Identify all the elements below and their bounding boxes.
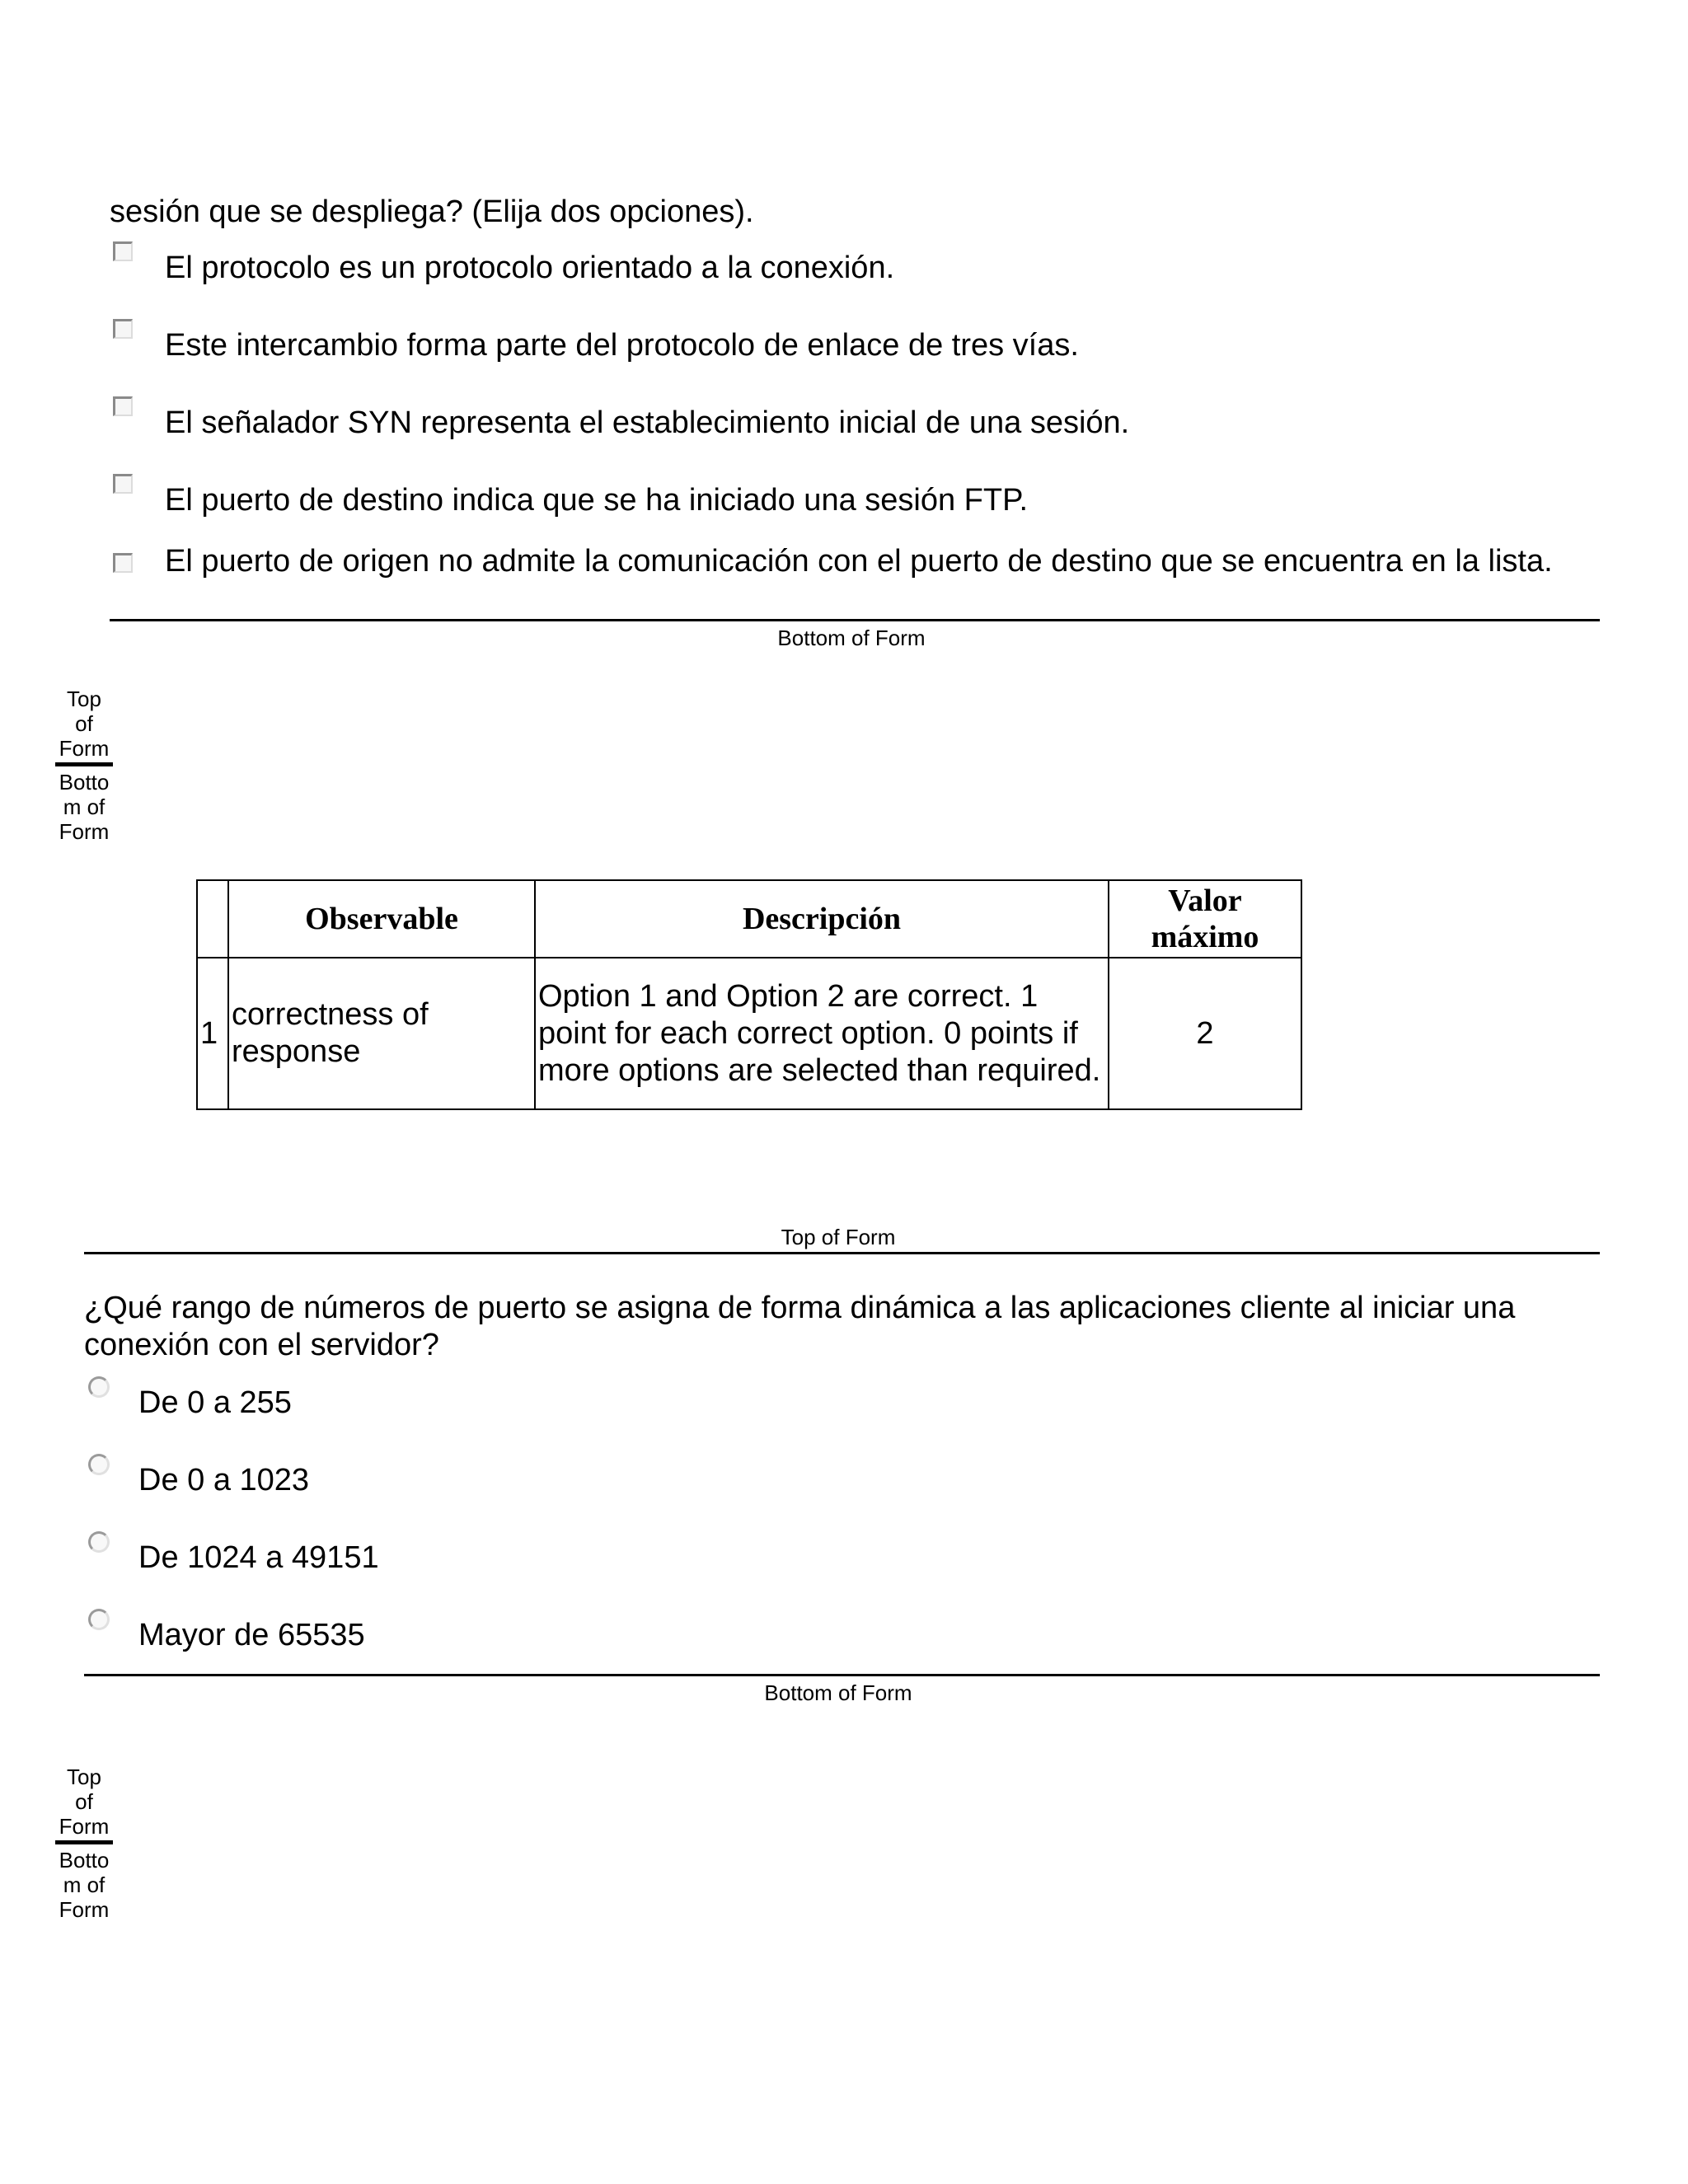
option-radio[interactable] bbox=[88, 1454, 110, 1475]
rubric-table bbox=[196, 879, 1302, 1110]
option-label: De 0 a 255 bbox=[138, 1385, 292, 1420]
option-label: De 0 a 1023 bbox=[138, 1463, 310, 1497]
form-divider bbox=[84, 1252, 1600, 1254]
header-observable: Observable bbox=[228, 880, 535, 958]
option-label: El protocolo es un protocolo orientado a la conexión. bbox=[165, 251, 895, 285]
form-divider bbox=[84, 1674, 1600, 1676]
option-label: Este intercambio forma parte del protocolo de enlace de tres vías. bbox=[165, 328, 1079, 363]
option-label: Mayor de 65535 bbox=[138, 1618, 365, 1652]
option-label: El señalador SYN representa el establecimiento inicial de una sesión. bbox=[165, 405, 1130, 440]
form-divider bbox=[110, 619, 1600, 621]
top-of-form-label: Top of Form bbox=[781, 1225, 896, 1249]
form-marker bbox=[55, 687, 113, 844]
header-description: Descripción bbox=[535, 880, 1109, 958]
divider bbox=[55, 762, 113, 766]
top-of-form-marker: Top of Form bbox=[59, 687, 110, 761]
header-number bbox=[197, 880, 228, 958]
option-checkbox[interactable] bbox=[113, 396, 133, 416]
option-checkbox[interactable] bbox=[113, 474, 133, 494]
option-checkbox[interactable] bbox=[113, 319, 133, 339]
divider bbox=[55, 1840, 113, 1844]
row-number: 1 bbox=[197, 958, 228, 1109]
option-checkbox[interactable] bbox=[113, 553, 133, 573]
question-1-text: sesión que se despliega? (Elija dos opciones). bbox=[110, 194, 754, 229]
form-marker bbox=[55, 1765, 113, 1922]
row-description: Option 1 and Option 2 are correct. 1 point for each correct option. 0 points if more options are selected than required. bbox=[535, 958, 1109, 1109]
option-checkbox[interactable] bbox=[113, 241, 133, 261]
option-label: El puerto de destino indica que se ha iniciado una sesión FTP. bbox=[165, 483, 1029, 518]
table-header-row bbox=[197, 880, 1301, 958]
row-observable: correctness of response bbox=[228, 958, 535, 1109]
bottom-of-form-marker: Botto m of Form bbox=[59, 1848, 110, 1922]
bottom-of-form-marker: Botto m of Form bbox=[59, 770, 110, 844]
option-radio[interactable] bbox=[88, 1609, 110, 1630]
top-of-form-marker: Top of Form bbox=[59, 1765, 110, 1839]
row-max-value: 2 bbox=[1109, 958, 1301, 1109]
question-2-text: ¿Qué rango de números de puerto se asigna de forma dinámica a las aplicaciones cliente al iniciar una conexión con el servidor? bbox=[84, 1291, 1516, 1362]
header-max-value: Valor máximo bbox=[1109, 880, 1301, 958]
option-radio[interactable] bbox=[88, 1531, 110, 1553]
option-label: El puerto de origen no admite la comunicación con el puerto de destino que se encuentra en la lista. bbox=[165, 544, 1553, 579]
option-label: De 1024 a 49151 bbox=[138, 1540, 379, 1575]
bottom-of-form-label: Bottom of Form bbox=[777, 626, 926, 650]
option-radio[interactable] bbox=[88, 1376, 110, 1398]
table-row bbox=[197, 958, 1301, 1109]
bottom-of-form-label: Bottom of Form bbox=[764, 1680, 912, 1705]
